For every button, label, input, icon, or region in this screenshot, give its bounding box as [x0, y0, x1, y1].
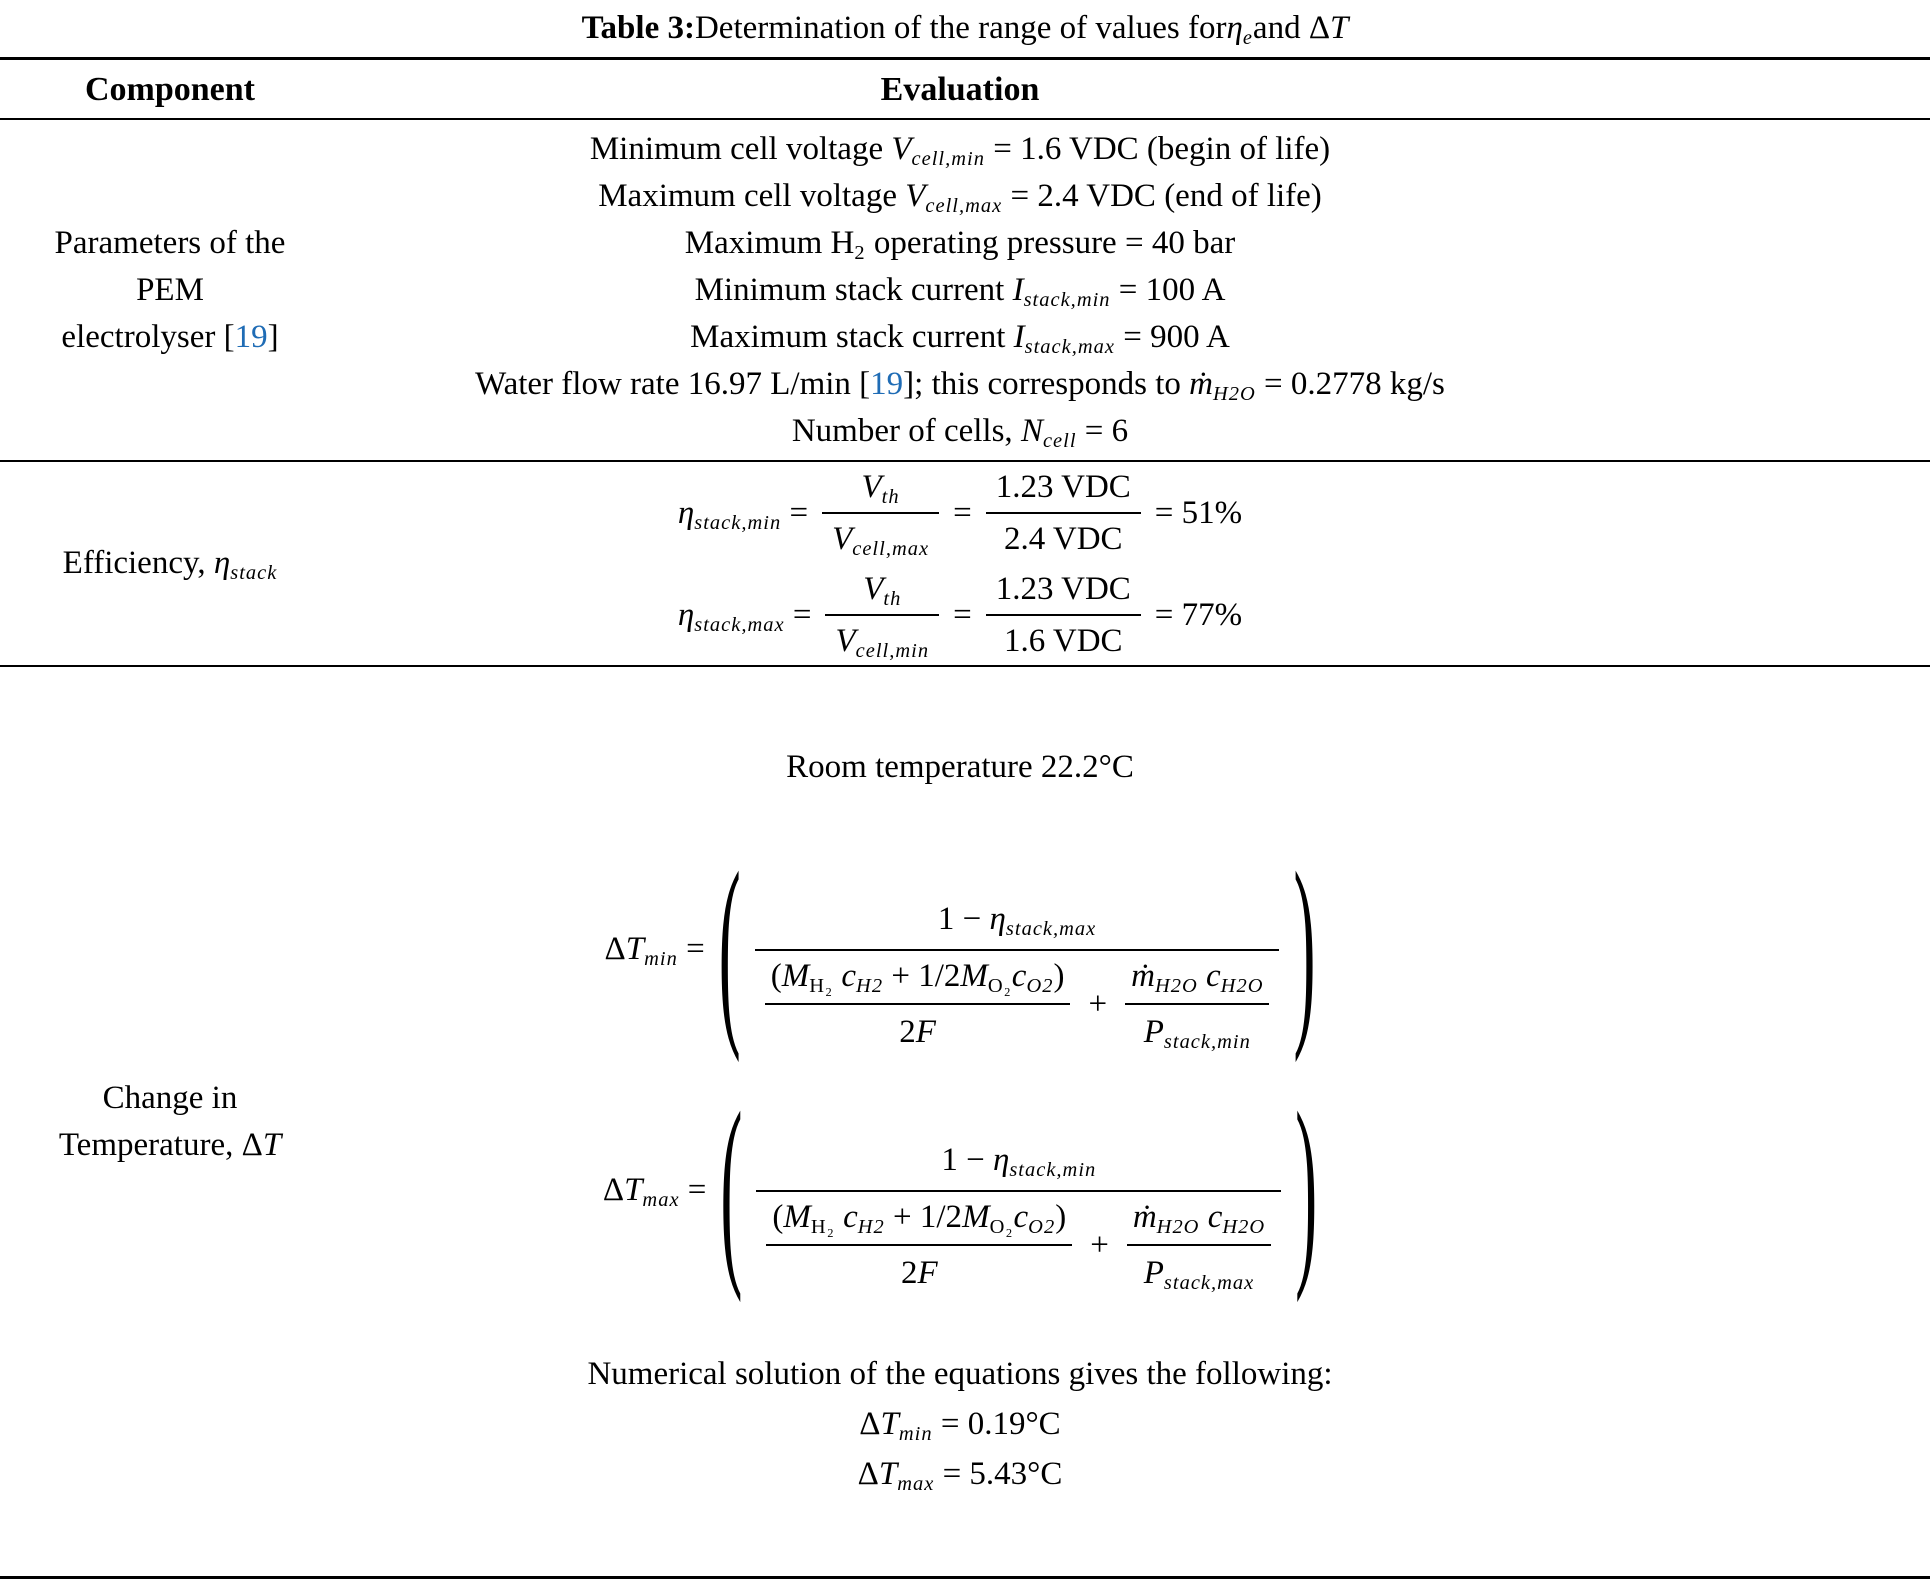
- evaluation-cell-temperature: [340, 667, 1930, 1576]
- fraction: [1125, 954, 1269, 1054]
- table-caption: Table 3: Determination of the range of values for $\eta_e$ and Δ T: [581, 10, 1349, 50]
- efficiency-min-equation: [678, 462, 1242, 564]
- column-header-evaluation: Evaluation: [880, 70, 1040, 108]
- equals-sign: =: [953, 597, 972, 633]
- left-paren: (: [718, 831, 741, 1066]
- fraction: [822, 462, 939, 564]
- room-temperature-line: Room temperature 22.2°C: [786, 749, 1134, 786]
- fraction-numerator: $1 - \eta_{stack,max}$: [937, 901, 1097, 941]
- fraction-numerator: ($M_{H_2}$ $c_{H2} + 1/2M_{O_2}c_{O2}$): [770, 958, 1065, 998]
- numerical-solution-line: Numerical solution of the equations gives the following:: [587, 1355, 1333, 1392]
- equation-result: = 77%: [1154, 596, 1243, 633]
- fraction-denominator: 1.6 VDC: [986, 614, 1141, 666]
- parameter-line-max-cell-voltage: Maximum cell voltage $V_{cell,max} = 2.4$ VDC (end of life): [598, 177, 1322, 217]
- parameter-line-number-of-cells: Number of cells, $N_{cell} = 6$: [791, 412, 1129, 452]
- component-cell-parameters: [0, 120, 340, 460]
- efficiency-max-equation: [678, 564, 1242, 666]
- row-temperature: [0, 667, 1930, 1576]
- fraction-numerator: ($M_{H_2}$ $c_{H2} + 1/2M_{O_2}c_{O2}$): [772, 1198, 1067, 1238]
- equation-lhs: $\Delta T_{min}$ =: [604, 931, 705, 971]
- fraction-denominator: $V_{cell,max}$: [822, 512, 939, 564]
- fraction: [825, 564, 939, 666]
- fraction-denominator: 2.4 VDC: [986, 512, 1141, 564]
- component-line: electrolyser [19]: [61, 318, 279, 355]
- parameter-line-min-stack-current: Minimum stack current $I_{stack,min} = 100$ A: [694, 271, 1226, 311]
- component-cell-temperature: [0, 667, 340, 1576]
- component-line: Change in: [102, 1079, 238, 1116]
- right-paren: ): [1295, 1071, 1318, 1306]
- equation-lhs: $\eta_{stack,max}$ =: [677, 596, 812, 636]
- delta-t-min-equation: [604, 831, 1316, 1066]
- component-line: Parameters of the: [54, 224, 286, 261]
- fraction-denominator: [756, 1190, 1281, 1298]
- equation-result: = 51%: [1154, 494, 1243, 531]
- evaluation-cell-parameters: [340, 120, 1930, 460]
- left-paren: (: [720, 1071, 743, 1306]
- fraction-numerator: ṁ$_{H2O}$ $c_{H2O}$: [1131, 958, 1264, 998]
- ref-19-link[interactable]: 19: [870, 365, 904, 402]
- ref-19-link[interactable]: 19: [234, 318, 268, 355]
- fraction-denominator: $P_{stack,min}$: [1125, 1003, 1269, 1054]
- fraction-denominator: 2F: [765, 1003, 1071, 1054]
- fraction-numerator: ṁ$_{H2O}$ $c_{H2O}$: [1132, 1198, 1266, 1238]
- fraction-denominator: [755, 949, 1280, 1057]
- evaluation-cell-efficiency: [340, 462, 1930, 665]
- plus-sign: +: [1088, 986, 1108, 1023]
- fraction: [986, 564, 1141, 666]
- component-line: PEM: [136, 271, 204, 308]
- delta-t-min-result: $\Delta T_{min} = 0.19^\circ C$: [859, 1405, 1061, 1445]
- row-parameters: [0, 120, 1930, 460]
- table-header-row: [0, 60, 1930, 118]
- fraction-numerator: $V_{th}$: [863, 571, 902, 611]
- fraction-numerator: 1.23 VDC: [995, 469, 1131, 505]
- row-efficiency: [0, 462, 1930, 665]
- numerical-results-block: [587, 1349, 1332, 1499]
- fraction-numerator: 1.23 VDC: [995, 571, 1131, 607]
- parameter-line-max-h2-pressure: Maximum $H_2$ operating pressure = 40 bar: [684, 224, 1236, 264]
- component-cell-efficiency: [0, 462, 340, 665]
- fraction: [765, 954, 1071, 1054]
- fraction: [766, 1195, 1072, 1295]
- right-paren: ): [1293, 831, 1316, 1066]
- main-fraction: [756, 1135, 1281, 1298]
- fraction-numerator: $V_{th}$: [861, 469, 900, 509]
- component-line: Efficiency, $\eta_{stack}$: [62, 545, 278, 585]
- delta-t-max-result: $\Delta T_{max} = 5.43^\circ C$: [857, 1455, 1063, 1495]
- component-line: Temperature, ΔT: [58, 1126, 282, 1163]
- equation-lhs: $\eta_{stack,min}$ =: [677, 494, 809, 534]
- plus-sign: +: [1090, 1226, 1109, 1263]
- column-header-component: Component: [84, 70, 256, 108]
- equals-sign: =: [953, 495, 972, 531]
- fraction-denominator: $P_{stack,max}$: [1127, 1244, 1271, 1295]
- fraction: [1127, 1195, 1271, 1295]
- fraction-denominator: $V_{cell,min}$: [825, 614, 939, 666]
- fraction-denominator: 2F: [766, 1244, 1072, 1295]
- parameter-line-max-stack-current: Maximum stack current $I_{stack,max} = 900$ A: [690, 318, 1230, 358]
- parameter-line-water-flow-rate: Water flow rate 16.97 L/min [19]; this corresponds to ṁ$_{H2O}$ = 0.2778 kg/s: [475, 365, 1445, 405]
- fraction-numerator: $1 - \eta_{stack,min}$: [941, 1141, 1097, 1181]
- parameter-line-min-cell-voltage: Minimum cell voltage $V_{cell,min} = 1.6$ VDC (begin of life): [589, 130, 1331, 170]
- fraction: [986, 462, 1141, 564]
- delta-t-max-equation: [602, 1071, 1318, 1306]
- main-fraction: [755, 894, 1280, 1057]
- equation-lhs: $\Delta T_{max}$ =: [602, 1171, 707, 1211]
